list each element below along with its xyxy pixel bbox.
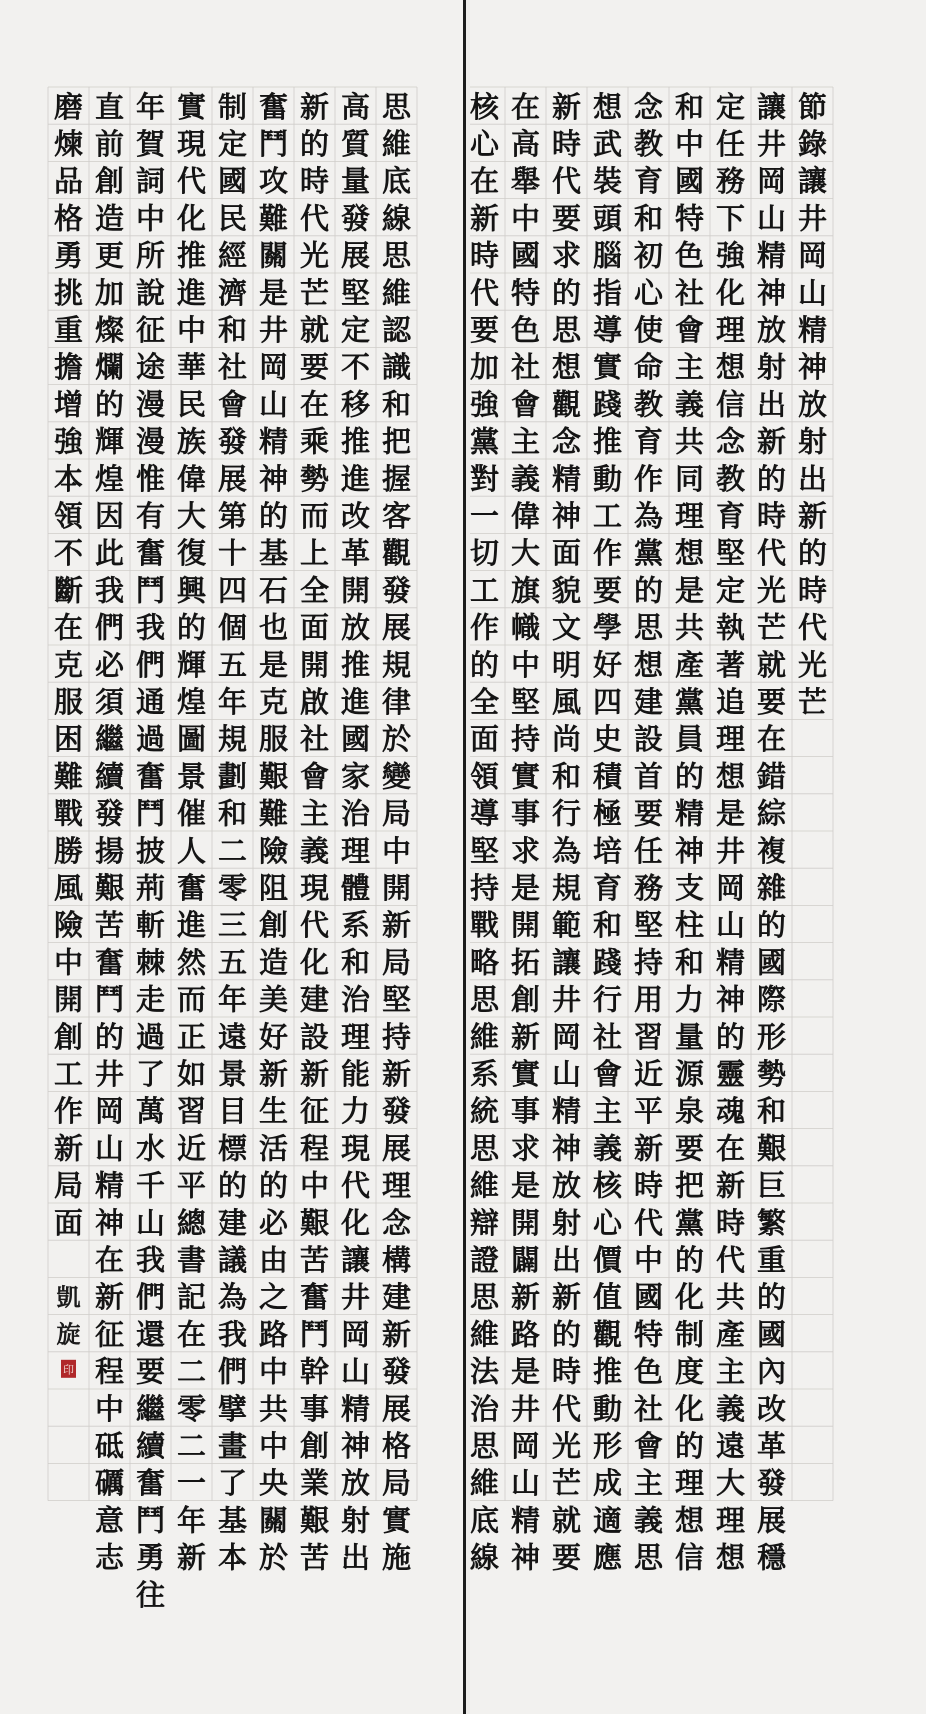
signature: 凱旋 <box>56 1282 81 1349</box>
red-seal <box>61 1360 76 1378</box>
column-text: 磨煉品格勇挑重擔增強本領不斷在克服困難戰勝風險中開創工作新局面 <box>53 89 84 1240</box>
column-text: 高質量發展堅定不移推進改革開放推進國家治理體系和治理能力現代化讓井岡山精神放射出 <box>340 89 371 1575</box>
column-text: 定任務下強化理想信念教育堅定執著追理想是井岡山精神的靈魂在新時代共產主義遠大理想 <box>715 89 746 1575</box>
right-calligraphy-grid <box>470 0 926 1714</box>
column-text: 實現代化推進中華民族偉大復興的輝煌圖景催人奮進然而正如習近平總書記在二零二一年新 <box>176 89 207 1575</box>
column-text: 念教育和初心使命教育作為黨的思想建設首要任務堅持用習近平新時代中國特色社會主義思 <box>633 89 664 1575</box>
right-calligraphy-panel <box>470 0 926 1714</box>
column-text: 讓井岡山精神放射出新的時代光芒就要在錯綜複雜的國際形勢和艱巨繁重的國內改革發展穩 <box>756 89 787 1575</box>
column-text: 制定國民經濟和社會發展第十四個五年規劃和二零三五年遠景目標的建議為我們擘畫了基本 <box>217 89 248 1575</box>
seal-text: 印 <box>63 1363 74 1377</box>
column-text: 新時代要求的思想觀念精神面貌文明風尚和行為規範讓井岡山精神放射出新的時代光芒就要 <box>551 89 582 1575</box>
column-text: 奮鬥攻難關是井岡山精神的基石也是克服艱難險阻創造美好新生活的必由之路中共中央關於 <box>258 89 289 1575</box>
panel-divider <box>463 0 466 1714</box>
text-column <box>136 90 167 1612</box>
column-text: 直前創造更加燦爛的輝煌因此我們必須繼續發揚艱苦奮鬥的井岡山精神在新征程中砥礪意志 <box>94 89 125 1575</box>
column-text: 在高舉中國特色社會主義偉大旗幟中堅持實事求是開拓創新實事求是開闢新路是井岡山精神 <box>510 89 541 1575</box>
column-text: 想武裝頭腦指導實踐推動工作要學好四史積極培育和踐行社會主義核心價值觀推動形成適應 <box>592 89 623 1575</box>
column-text: 核心在新時代要加強黨對一切工作的全面領導堅持戰略思維系統思維辯證思維法治思維底線 <box>470 89 500 1575</box>
text-column <box>53 90 84 1240</box>
column-text: 思維底線思維認識和把握客觀發展規律於變局中開新局堅持新發展理念構建新發展格局實施 <box>381 89 412 1575</box>
text-column <box>798 90 827 719</box>
column-text: 節錄讓井岡山精神放射出新的時代光芒 <box>797 89 828 719</box>
column-text: 年賀詞中所說征途漫漫惟有奮鬥我們通過奮鬥披荊斬棘走過了萬水千山我們還要繼續奮鬥勇往 <box>135 89 166 1612</box>
column-text: 新的時代光芒就要在乘勢而上全面開啟社會主義現代化建設新征程中艱苦奮鬥幹事創業艱苦 <box>299 89 330 1575</box>
column-text: 和中國特色社會主義共同理想是共產黨員的精神支柱和力量源泉要把黨的化制度化的理想信 <box>674 89 705 1575</box>
